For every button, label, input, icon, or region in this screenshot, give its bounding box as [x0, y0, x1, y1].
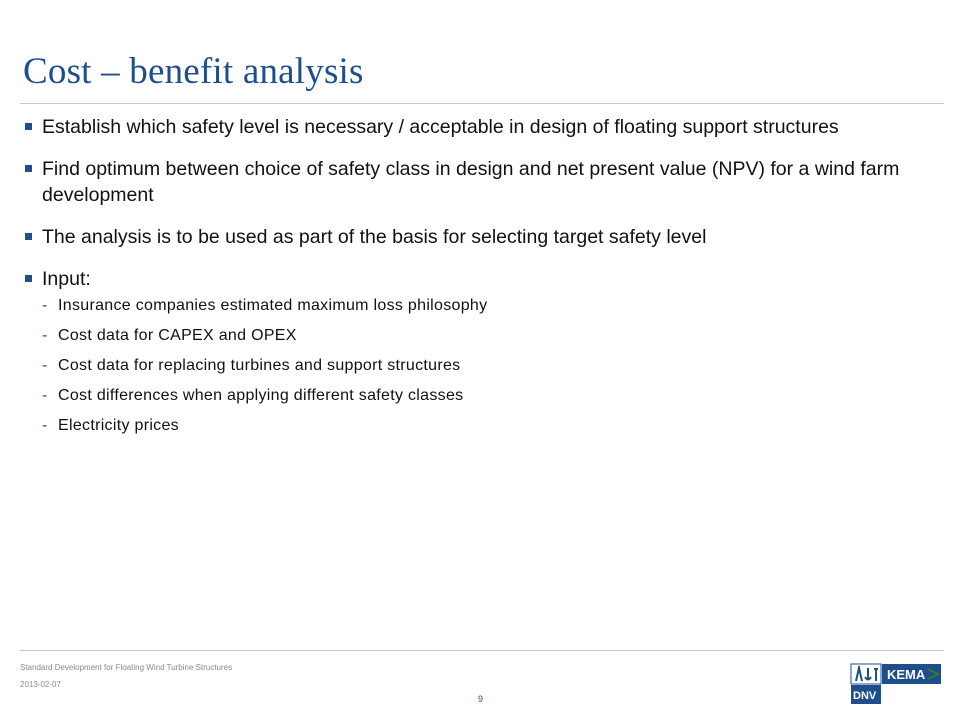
footer-presentation-title: Standard Development for Floating Wind Turbine Structures — [20, 663, 233, 672]
dash-bullet-icon: - — [42, 417, 48, 434]
bullet-item — [24, 114, 924, 140]
dash-bullet-icon: - — [42, 297, 48, 314]
sub-bullet-text: Insurance companies estimated maximum loss philosophy — [58, 297, 488, 314]
sub-bullet-text: Electricity prices — [58, 417, 179, 434]
sub-bullet-item — [40, 326, 924, 346]
dash-bullet-icon: - — [42, 327, 48, 344]
bullet-text: Find optimum between choice of safety class in design and net present value (NPV) for a wind farm development — [42, 158, 900, 206]
square-bullet-icon — [25, 233, 32, 240]
square-bullet-icon — [25, 123, 32, 130]
dash-bullet-icon: - — [42, 387, 48, 404]
bullet-text: Input: — [42, 268, 91, 290]
dash-bullet-icon: - — [42, 357, 48, 374]
kema-dnv-logo — [850, 663, 942, 705]
footer-divider — [20, 650, 944, 651]
logo-lower-space — [882, 685, 941, 704]
sub-bullet-list — [40, 296, 924, 436]
sub-bullet-item — [40, 416, 924, 436]
square-bullet-icon — [25, 165, 32, 172]
bullet-text: The analysis is to be used as part of the basis for selecting target safety level — [42, 226, 707, 248]
bullet-item — [24, 224, 924, 250]
sub-bullet-text: Cost differences when applying different safety classes — [58, 387, 464, 404]
sub-bullet-text: Cost data for replacing turbines and support structures — [58, 357, 461, 374]
footer-date: 2013-02-07 — [20, 680, 61, 689]
bullet-list — [24, 114, 924, 452]
sub-bullet-text: Cost data for CAPEX and OPEX — [58, 327, 297, 344]
sub-bullet-item — [40, 386, 924, 406]
title-divider — [20, 103, 944, 104]
slide-title: Cost – benefit analysis — [23, 51, 364, 92]
sub-bullet-item — [40, 356, 924, 376]
sub-bullet-item — [40, 296, 924, 316]
bullet-item — [24, 156, 924, 208]
square-bullet-icon — [25, 275, 32, 282]
page-number: 9 — [478, 694, 484, 704]
dnv-text: DNV — [853, 690, 877, 702]
bullet-item — [24, 266, 924, 436]
kema-text: KEMA — [887, 667, 926, 682]
bullet-text: Establish which safety level is necessary / acceptable in design of floating support structures — [42, 116, 839, 138]
